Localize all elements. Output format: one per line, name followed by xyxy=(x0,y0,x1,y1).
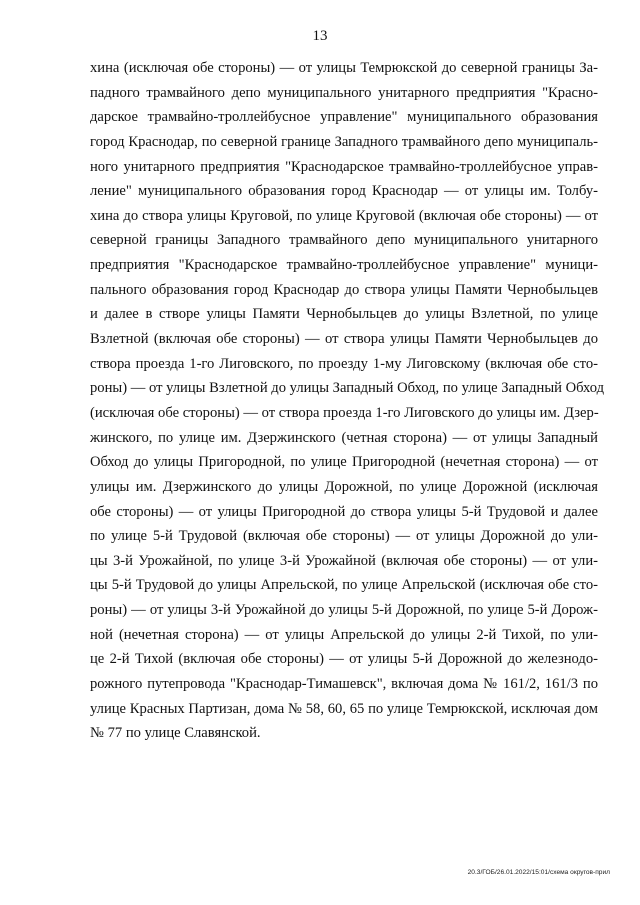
text-line: роны) — от улицы Взлетной до улицы Западный Обход, по улице Западный Обход xyxy=(90,380,605,397)
text-line: ление" муниципального образования город Краснодар — от улицы им. Толбу- xyxy=(90,183,598,200)
text-line: хина (исключая обе стороны) — от улицы Темрюкской до северной границы За- xyxy=(90,60,598,76)
page-number: 13 xyxy=(312,28,328,44)
text-line: город Краснодар, по северной границе Западного трамвайного депо муниципаль- xyxy=(90,133,598,150)
text-line: по улице 5-й Трудовой (включая обе стороны) — от улицы Дорожной до ули- xyxy=(90,528,598,545)
text-line: це 2-й Тихой (включая обе стороны) — от улицы 5-й Дорожной до железнодо- xyxy=(90,651,598,668)
text-line: обе стороны) — от улицы Пригородной до створа улицы 5-й Трудовой и далее xyxy=(90,503,598,520)
text-line: предприятия "Краснодарское трамвайно-троллейбусное управление" муници- xyxy=(90,257,598,274)
text-line: цы 3-й Урожайной, по улице 3-й Урожайной (включая обе стороны) — от ули- xyxy=(90,552,598,569)
text-line: жинского, по улице им. Дзержинского (четная сторона) — от улицы Западный xyxy=(90,429,598,446)
text-line: падного трамвайного депо муниципального унитарного предприятия "Красно- xyxy=(90,84,598,101)
text-line: и далее в створе улицы Памяти Чернобыльцев до улицы Взлетной, по улице xyxy=(90,306,598,323)
text-line: Обход до улицы Пригородной, по улице Пригородной (нечетная сторона) — от xyxy=(90,454,598,471)
text-line: хина до створа улицы Круговой, по улице Круговой (включая обе стороны) — от xyxy=(90,207,598,224)
text-line: (исключая обе стороны) — от створа проезда 1-го Лиговского до улицы им. Дзер- xyxy=(90,404,599,421)
text-line: северной границы Западного трамвайного депо муниципального унитарного xyxy=(90,232,598,249)
document-body-text xyxy=(90,56,605,746)
text-line: пального образования город Краснодар до створа улицы Памяти Чернобыльцев xyxy=(90,281,598,298)
text-line: № 77 по улице Славянской. xyxy=(90,725,261,742)
document-footer-code: 20.3/ГОБ/26.01.2022/15:01/схема округов-прил xyxy=(467,869,610,876)
text-line: роны) — от улицы 3-й Урожайной до улицы 5-й Дорожной, по улице 5-й Дорож- xyxy=(90,602,598,619)
text-line: улицы им. Дзержинского до улицы Дорожной, по улице Дорожной (исключая xyxy=(90,478,598,495)
text-line: улице Красных Партизан, дома № 58, 60, 65 по улице Темрюкской, исключая дом xyxy=(90,700,598,717)
text-line: рожного путепровода "Краснодар-Тимашевск", включая дома № 161/2, 161/3 по xyxy=(90,676,598,693)
text-line: дарское трамвайно-троллейбусное управление" муниципального образования xyxy=(90,109,598,126)
text-line: цы 5-й Трудовой до улицы Апрельской, по улице Апрельской (исключая обе сто- xyxy=(90,577,598,594)
text-line: Взлетной (включая обе стороны) — от створа улицы Памяти Чернобыльцев до xyxy=(90,331,598,348)
text-line: ного унитарного предприятия "Краснодарское трамвайно-троллейбусное управ- xyxy=(90,158,598,175)
text-line: ной (нечетная сторона) — от улицы Апрельской до улицы 2-й Тихой, по ули- xyxy=(90,626,598,643)
text-line: створа проезда 1-го Лиговского, по проезду 1-му Лиговскому (включая обе сто- xyxy=(90,355,598,372)
